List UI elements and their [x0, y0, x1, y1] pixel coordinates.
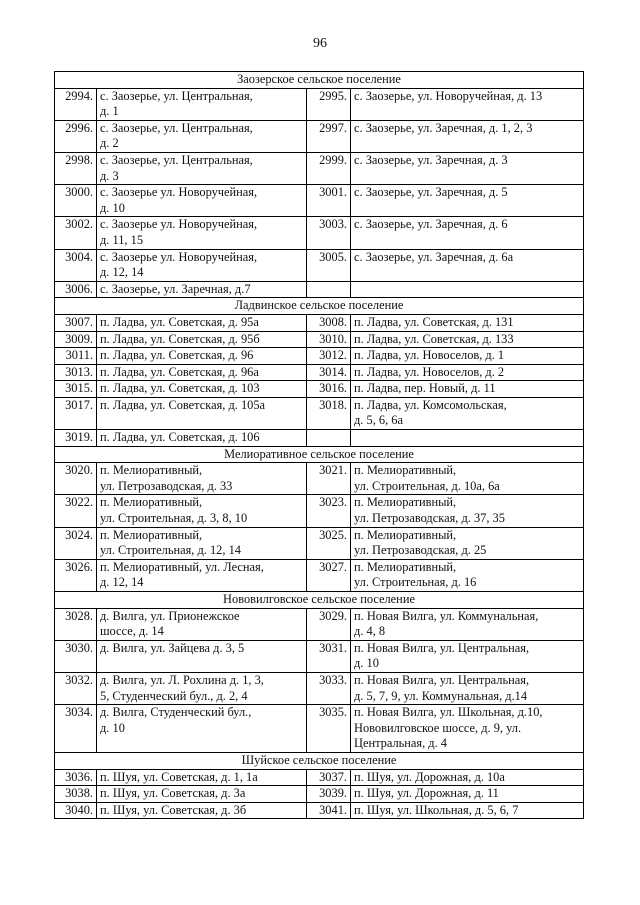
table-row [55, 495, 584, 527]
table-row [55, 249, 584, 281]
entry-address [351, 185, 584, 217]
entry-number-line: 2998. [65, 152, 93, 167]
entry-address-line: д. 2 [100, 136, 119, 151]
entry-address [351, 217, 584, 249]
entry-address-line: ул. Строительная, д. 12, 14 [100, 543, 241, 558]
entry-address [351, 397, 584, 429]
table-row [55, 185, 584, 217]
entry-address [351, 672, 584, 704]
section-title [55, 592, 584, 609]
entry-address-line: с. Заозерье ул. Новоручейная, [100, 185, 258, 200]
table-row [55, 527, 584, 559]
entry-number [307, 152, 351, 184]
entry-number [307, 217, 351, 249]
entry-number-line: 3041. [319, 802, 347, 817]
entry-number [55, 185, 97, 217]
entry-address-line: д. Вилга, ул. Л. Рохлина д. 1, 3, [100, 672, 264, 687]
entry-number [307, 281, 351, 298]
entry-number-line: 3026. [65, 559, 93, 574]
entry-address [351, 769, 584, 786]
entry-address [351, 786, 584, 803]
entry-number [55, 314, 97, 331]
entry-number-line: 2999. [319, 152, 347, 167]
entry-number-line: 3010. [319, 331, 347, 346]
entry-address-line: с. Заозерье ул. Новоручейная, [100, 217, 258, 232]
entry-number-line: 3011. [65, 348, 93, 363]
entry-number-line: 3031. [319, 640, 347, 655]
entry-number [307, 381, 351, 398]
table-row [55, 281, 584, 298]
entry-address-line: шоссе, д. 14 [100, 624, 164, 639]
entry-address-line: ул. Петрозаводская, д. 37, 35 [354, 511, 505, 526]
entry-address-line: п. Ладва, ул. Советская, д. 95а [100, 314, 259, 329]
entry-address [97, 769, 307, 786]
entry-address [351, 314, 584, 331]
entry-number-line: 3002. [65, 217, 93, 232]
entry-address-line: п. Новая Вилга, ул. Школьная, д.10, [354, 705, 543, 720]
entry-address [97, 786, 307, 803]
entry-address [97, 88, 307, 120]
entry-number [55, 152, 97, 184]
section-header-row [55, 752, 584, 769]
entry-address-line: с. Заозерье, ул. Центральная, [100, 120, 253, 135]
entry-address [97, 364, 307, 381]
entry-address-line: п. Мелиоративный, [354, 527, 457, 542]
entry-address-line: с. Заозерье ул. Новоручейная, [100, 249, 258, 264]
table-row [55, 608, 584, 640]
entry-address-line: п. Ладва, ул. Советская, д. 105а [100, 397, 266, 412]
entry-number [55, 348, 97, 365]
entry-number-line: 3009. [65, 331, 93, 346]
entry-number [55, 331, 97, 348]
entry-address-line: д. Вилга, ул. Зайцева д. 3, 5 [100, 640, 245, 655]
entry-address-line: д. 11, 15 [100, 232, 144, 247]
entry-address [97, 705, 307, 753]
entry-address [351, 705, 584, 753]
entry-number [307, 430, 351, 447]
entry-address [351, 364, 584, 381]
entry-address [97, 527, 307, 559]
entry-number [55, 281, 97, 298]
entry-address-line: д. 10 [100, 720, 125, 735]
entry-address-line: п. Ладва, ул. Советская, д. 106 [100, 430, 260, 445]
entry-number [307, 348, 351, 365]
entry-number [307, 314, 351, 331]
section-title-line: Нововилговское сельское поселение [223, 592, 415, 606]
entry-address [97, 802, 307, 819]
entry-number-line: 3017. [65, 397, 93, 412]
entry-address-line: д. Вилга, Студенческий бул., [100, 705, 252, 720]
entry-address [97, 397, 307, 429]
entry-address-line: с. Заозерье, ул. Заречная, д. 6а [354, 249, 514, 264]
entry-address-line: д. 10 [100, 200, 125, 215]
entry-number-line: 2994. [65, 88, 93, 103]
entry-address-line: ул. Петрозаводская, д. 25 [354, 543, 487, 558]
entry-address-line: ул. Строительная, д. 10а, 6а [354, 478, 500, 493]
entry-number [307, 249, 351, 281]
entry-number-line: 3012. [319, 348, 347, 363]
entry-number [307, 640, 351, 672]
entry-address [97, 120, 307, 152]
entry-number [55, 608, 97, 640]
table-row [55, 88, 584, 120]
entry-address [97, 249, 307, 281]
entry-number-line: 3039. [319, 786, 347, 801]
entry-address [351, 281, 584, 298]
entry-address-line: с. Заозерье, ул. Заречная, д. 1, 2, 3 [354, 120, 533, 135]
entry-address [97, 559, 307, 591]
entry-address-line: п. Ладва, ул. Новоселов, д. 2 [354, 364, 505, 379]
entry-address [97, 672, 307, 704]
table-row [55, 152, 584, 184]
entry-address [351, 640, 584, 672]
entry-address-line: д. 4, 8 [354, 624, 386, 639]
entry-address-line: п. Ладва, ул. Советская, д. 96а [100, 364, 259, 379]
entry-number-line: 3020. [65, 463, 93, 478]
entry-address-line: п. Мелиоративный, ул. Лесная, [100, 559, 264, 574]
entry-number-line: 3036. [65, 769, 93, 784]
entry-number [307, 397, 351, 429]
entry-number-line: 2997. [319, 120, 347, 135]
entry-address-line: п. Ладва, ул. Новоселов, д. 1 [354, 348, 505, 363]
entry-number [55, 249, 97, 281]
entry-number [55, 381, 97, 398]
entry-address [97, 331, 307, 348]
entry-number [307, 786, 351, 803]
entry-address-line: п. Мелиоративный, [100, 495, 203, 510]
entry-number-line: 3035. [319, 705, 347, 720]
entry-number [55, 120, 97, 152]
entry-address-line: п. Шуя, ул. Советская, д. 3а [100, 786, 246, 801]
entry-number [55, 559, 97, 591]
entry-address-line: п. Новая Вилга, ул. Центральная, [354, 672, 530, 687]
section-title [55, 752, 584, 769]
entry-address-line: п. Мелиоративный, [100, 463, 203, 478]
entry-address-line: ул. Строительная, д. 3, 8, 10 [100, 511, 248, 526]
entry-address [351, 348, 584, 365]
entry-address-line: п. Ладва, ул. Советская, д. 103 [100, 381, 260, 396]
section-header-row [55, 592, 584, 609]
entry-number-line: 2996. [65, 120, 93, 135]
entry-number [55, 88, 97, 120]
section-header-row [55, 298, 584, 315]
entry-address [97, 463, 307, 495]
entry-number [55, 364, 97, 381]
entry-number [307, 705, 351, 753]
table-row [55, 802, 584, 819]
entry-address-line: Нововилговское шоссе, д. 9, ул. [354, 720, 522, 735]
entry-number-line: 3022. [65, 495, 93, 510]
entry-number [55, 786, 97, 803]
entry-address [97, 152, 307, 184]
entry-address-line: п. Шуя, ул. Школьная, д. 5, 6, 7 [354, 802, 519, 817]
section-header-row [55, 446, 584, 463]
section-title [55, 446, 584, 463]
entry-number [307, 88, 351, 120]
entry-address [97, 640, 307, 672]
entry-number [55, 672, 97, 704]
entry-number-line: 3018. [319, 397, 347, 412]
section-title-line: Мелиоративное сельское поселение [224, 446, 414, 461]
entry-number [307, 559, 351, 591]
entry-number [55, 430, 97, 447]
entry-number [307, 331, 351, 348]
entry-address-line: Центральная, д. 4 [354, 736, 448, 751]
entry-number-line: 3001. [319, 185, 347, 200]
entry-address-line: п. Мелиоративный, [100, 527, 203, 542]
entry-number [55, 769, 97, 786]
table-row [55, 786, 584, 803]
entry-number-line: 3024. [65, 527, 93, 542]
entry-number [55, 495, 97, 527]
entry-address-line: д. Вилга, ул. Прионежское [100, 608, 240, 623]
table-row [55, 640, 584, 672]
page-number: 96 [313, 36, 327, 51]
entry-number-line: 3033. [319, 672, 347, 687]
entry-number-line: 3023. [319, 495, 347, 510]
entry-number-line: 3034. [65, 705, 93, 720]
entry-number-line: 3007. [65, 314, 93, 329]
entry-number-line: 3038. [65, 786, 93, 801]
table-row [55, 314, 584, 331]
entry-number [307, 802, 351, 819]
entry-address-line: 5, Студенческий бул., д. 2, 4 [100, 688, 248, 703]
entry-number-line: 3000. [65, 185, 93, 200]
entry-number-line: 3029. [319, 608, 347, 623]
entry-number [55, 705, 97, 753]
entry-address-line: ул. Петрозаводская, д. 33 [100, 478, 233, 493]
entry-address-line: с. Заозерье, ул. Центральная, [100, 152, 253, 167]
table-row [55, 364, 584, 381]
entry-address-line: с. Заозерье, ул. Заречная, д. 5 [354, 185, 508, 200]
entry-number-line: 3032. [65, 672, 93, 687]
entry-address-line: д. 10 [354, 656, 379, 671]
entry-address-line: д. 12, 14 [100, 575, 144, 590]
entry-address [351, 120, 584, 152]
entry-address-line: п. Шуя, ул. Дорожная, д. 10а [354, 769, 505, 784]
table-row [55, 769, 584, 786]
entry-address [97, 314, 307, 331]
section-header-row [55, 72, 584, 89]
entry-number-line: 3006. [65, 281, 93, 296]
table-row [55, 463, 584, 495]
entry-number [307, 608, 351, 640]
entry-number-line: 3013. [65, 364, 93, 379]
entry-address-line: п. Новая Вилга, ул. Коммунальная, [354, 608, 539, 623]
entry-number-line: 3040. [65, 802, 93, 817]
entry-address-line: п. Ладва, ул. Комсомольская, [354, 397, 507, 412]
entry-number [55, 527, 97, 559]
table-row [55, 381, 584, 398]
entry-number [307, 463, 351, 495]
entry-address-line: п. Шуя, ул. Советская, д. 3б [100, 802, 247, 817]
entry-address [351, 527, 584, 559]
entry-address-line: п. Ладва, ул. Советская, д. 133 [354, 331, 514, 346]
entry-address-line: п. Ладва, ул. Советская, д. 96 [100, 348, 254, 363]
entry-number-line: 3019. [65, 430, 93, 445]
table-row [55, 331, 584, 348]
entry-address [351, 381, 584, 398]
entry-address [97, 430, 307, 447]
entry-address [351, 331, 584, 348]
entry-number-line: 3014. [319, 364, 347, 379]
section-title-line: Ладвинское сельское поселение [234, 298, 404, 313]
entry-number-line: 3008. [319, 314, 347, 329]
entry-address-line: д. 1 [100, 104, 119, 119]
table-row [55, 430, 584, 447]
entry-address [97, 608, 307, 640]
section-title [55, 72, 584, 89]
entry-address-line: д. 3 [100, 168, 119, 183]
entry-address [351, 802, 584, 819]
entry-address-line: д. 5, 6, 6а [354, 413, 403, 428]
section-title [55, 298, 584, 315]
entry-address-line: ул. Строительная, д. 16 [354, 575, 477, 590]
entry-number-line: 3016. [319, 381, 347, 396]
entry-number [55, 397, 97, 429]
entry-number [55, 802, 97, 819]
entry-address-line: с. Заозерье, ул. Заречная, д. 3 [354, 152, 508, 167]
entry-address-line: п. Мелиоративный, [354, 463, 457, 478]
entry-address [351, 608, 584, 640]
address-table [54, 71, 584, 819]
entry-address [351, 495, 584, 527]
entry-number-line: 3004. [65, 249, 93, 264]
entry-address [97, 495, 307, 527]
entry-address-line: с. Заозерье, ул. Новоручейная, д. 13 [354, 88, 543, 103]
entry-address-line: д. 12, 14 [100, 265, 144, 280]
entry-address [351, 559, 584, 591]
entry-address [97, 185, 307, 217]
entry-number-line: 2995. [319, 88, 347, 103]
entry-number [307, 364, 351, 381]
entry-address-line: п. Шуя, ул. Дорожная, д. 11 [354, 786, 499, 801]
entry-address-line: с. Заозерье, ул. Заречная, д. 6 [354, 217, 508, 232]
entry-number [307, 527, 351, 559]
entry-number-line: 3025. [319, 527, 347, 542]
entry-address [97, 217, 307, 249]
entry-address-line: п. Ладва, ул. Советская, д. 95б [100, 331, 260, 346]
entry-number [307, 185, 351, 217]
table-row [55, 705, 584, 753]
entry-address-line: п. Ладва, ул. Советская, д. 131 [354, 314, 514, 329]
entry-address-line: с. Заозерье, ул. Центральная, [100, 88, 253, 103]
address-table-body [55, 72, 584, 819]
entry-address-line: п. Ладва, пер. Новый, д. 11 [354, 381, 496, 396]
entry-address-line: п. Новая Вилга, ул. Центральная, [354, 640, 530, 655]
entry-address [97, 281, 307, 298]
entry-number-line: 3015. [65, 381, 93, 396]
entry-number-line: 3021. [319, 463, 347, 478]
entry-number [55, 640, 97, 672]
entry-number-line: 3005. [319, 249, 347, 264]
entry-address [351, 463, 584, 495]
entry-address [351, 88, 584, 120]
entry-number [307, 672, 351, 704]
entry-number [55, 463, 97, 495]
entry-number [307, 769, 351, 786]
entry-number-line: 3037. [319, 769, 347, 784]
entry-number-line: 3027. [319, 559, 347, 574]
section-title-line: Шуйское сельское поселение [241, 752, 397, 767]
entry-address [97, 348, 307, 365]
entry-number-line: 3028. [65, 608, 93, 623]
entry-number [55, 217, 97, 249]
entry-address [351, 430, 584, 447]
entry-address-line: с. Заозерье, ул. Заречная, д.7 [100, 281, 251, 296]
table-row [55, 217, 584, 249]
entry-address-line: д. 5, 7, 9, ул. Коммунальная, д.14 [354, 688, 528, 703]
entry-number-line: 3003. [319, 217, 347, 232]
table-row [55, 672, 584, 704]
entry-address-line: п. Шуя, ул. Советская, д. 1, 1а [100, 769, 258, 784]
table-row [55, 120, 584, 152]
entry-address-line: п. Мелиоративный, [354, 559, 457, 574]
table-row [55, 348, 584, 365]
entry-number [307, 120, 351, 152]
entry-address-line: п. Мелиоративный, [354, 495, 457, 510]
entry-address [351, 152, 584, 184]
entry-number [307, 495, 351, 527]
entry-number-line: 3030. [65, 640, 93, 655]
entry-address [97, 381, 307, 398]
entry-address [351, 249, 584, 281]
table-row [55, 559, 584, 591]
table-row [55, 397, 584, 429]
section-title-line: Заозерское сельское поселение [237, 72, 401, 86]
